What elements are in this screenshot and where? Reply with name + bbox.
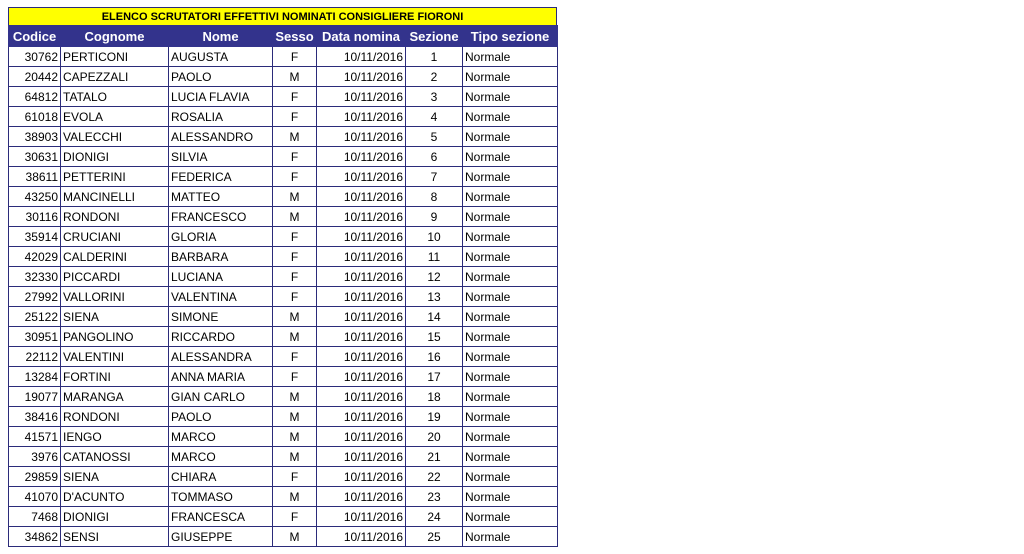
cell-sezione: 20 [406, 427, 463, 447]
cell-cognome: SENSI [61, 527, 169, 547]
cell-sesso: F [273, 347, 317, 367]
cell-sesso: F [273, 107, 317, 127]
cell-data-nomina: 10/11/2016 [317, 107, 406, 127]
cell-codice: 20442 [9, 67, 61, 87]
cell-codice: 29859 [9, 467, 61, 487]
cell-cognome: SIENA [61, 467, 169, 487]
sheet-title: ELENCO SCRUTATORI EFFETTIVI NOMINATI CONSIGLIERE FIORONI [8, 7, 557, 25]
cell-cognome: PICCARDI [61, 267, 169, 287]
cell-codice: 43250 [9, 187, 61, 207]
cell-sesso: M [273, 487, 317, 507]
cell-nome: MARCO [169, 447, 273, 467]
table-row [9, 467, 558, 487]
cell-tipo-sezione: Normale [463, 67, 558, 87]
cell-nome: LUCIANA [169, 267, 273, 287]
cell-nome: VALENTINA [169, 287, 273, 307]
header-row [9, 26, 558, 47]
cell-sesso: F [273, 247, 317, 267]
cell-data-nomina: 10/11/2016 [317, 527, 406, 547]
table-row [9, 327, 558, 347]
cell-sesso: M [273, 207, 317, 227]
cell-sezione: 2 [406, 67, 463, 87]
cell-tipo-sezione: Normale [463, 407, 558, 427]
header-cognome: Cognome [61, 26, 169, 47]
table-row [9, 367, 558, 387]
table-row [9, 127, 558, 147]
cell-cognome: EVOLA [61, 107, 169, 127]
cell-cognome: MANCINELLI [61, 187, 169, 207]
cell-data-nomina: 10/11/2016 [317, 407, 406, 427]
cell-tipo-sezione: Normale [463, 467, 558, 487]
cell-sesso: M [273, 327, 317, 347]
cell-data-nomina: 10/11/2016 [317, 227, 406, 247]
header-nome: Nome [169, 26, 273, 47]
cell-sezione: 18 [406, 387, 463, 407]
table-row [9, 247, 558, 267]
cell-codice: 22112 [9, 347, 61, 367]
cell-cognome: VALENTINI [61, 347, 169, 367]
table-row [9, 107, 558, 127]
cell-nome: FRANCESCA [169, 507, 273, 527]
cell-nome: BARBARA [169, 247, 273, 267]
cell-codice: 35914 [9, 227, 61, 247]
cell-codice: 38416 [9, 407, 61, 427]
cell-data-nomina: 10/11/2016 [317, 67, 406, 87]
cell-cognome: MARANGA [61, 387, 169, 407]
cell-sezione: 14 [406, 307, 463, 327]
cell-nome: PAOLO [169, 67, 273, 87]
cell-tipo-sezione: Normale [463, 147, 558, 167]
cell-sesso: F [273, 47, 317, 67]
table-row [9, 167, 558, 187]
cell-codice: 19077 [9, 387, 61, 407]
cell-tipo-sezione: Normale [463, 207, 558, 227]
cell-sezione: 1 [406, 47, 463, 67]
cell-sesso: F [273, 147, 317, 167]
cell-data-nomina: 10/11/2016 [317, 307, 406, 327]
cell-sesso: M [273, 527, 317, 547]
cell-tipo-sezione: Normale [463, 247, 558, 267]
cell-sezione: 17 [406, 367, 463, 387]
cell-tipo-sezione: Normale [463, 47, 558, 67]
cell-tipo-sezione: Normale [463, 187, 558, 207]
table-row [9, 527, 558, 547]
cell-cognome: IENGO [61, 427, 169, 447]
cell-nome: ROSALIA [169, 107, 273, 127]
cell-sezione: 10 [406, 227, 463, 247]
cell-data-nomina: 10/11/2016 [317, 87, 406, 107]
cell-sesso: F [273, 227, 317, 247]
cell-nome: ALESSANDRA [169, 347, 273, 367]
cell-data-nomina: 10/11/2016 [317, 167, 406, 187]
table-row [9, 287, 558, 307]
scrutatori-sheet [8, 7, 557, 547]
cell-tipo-sezione: Normale [463, 487, 558, 507]
cell-codice: 34862 [9, 527, 61, 547]
cell-tipo-sezione: Normale [463, 227, 558, 247]
cell-nome: GIAN CARLO [169, 387, 273, 407]
cell-codice: 30116 [9, 207, 61, 227]
cell-nome: GLORIA [169, 227, 273, 247]
cell-tipo-sezione: Normale [463, 347, 558, 367]
cell-tipo-sezione: Normale [463, 527, 558, 547]
cell-nome: ALESSANDRO [169, 127, 273, 147]
cell-sesso: M [273, 427, 317, 447]
cell-tipo-sezione: Normale [463, 107, 558, 127]
cell-data-nomina: 10/11/2016 [317, 347, 406, 367]
cell-tipo-sezione: Normale [463, 267, 558, 287]
cell-tipo-sezione: Normale [463, 287, 558, 307]
cell-tipo-sezione: Normale [463, 427, 558, 447]
cell-sesso: F [273, 287, 317, 307]
cell-tipo-sezione: Normale [463, 327, 558, 347]
cell-nome: LUCIA FLAVIA [169, 87, 273, 107]
cell-codice: 30631 [9, 147, 61, 167]
header-data-nomina: Data nomina [317, 26, 406, 47]
cell-data-nomina: 10/11/2016 [317, 507, 406, 527]
cell-sezione: 6 [406, 147, 463, 167]
table-row [9, 207, 558, 227]
cell-nome: CHIARA [169, 467, 273, 487]
cell-sezione: 8 [406, 187, 463, 207]
cell-cognome: TATALO [61, 87, 169, 107]
cell-codice: 30762 [9, 47, 61, 67]
table-row [9, 507, 558, 527]
cell-sezione: 24 [406, 507, 463, 527]
cell-tipo-sezione: Normale [463, 87, 558, 107]
table-row [9, 347, 558, 367]
cell-data-nomina: 10/11/2016 [317, 247, 406, 267]
cell-codice: 41571 [9, 427, 61, 447]
table-row [9, 267, 558, 287]
cell-cognome: DIONIGI [61, 507, 169, 527]
cell-cognome: D'ACUNTO [61, 487, 169, 507]
cell-codice: 30951 [9, 327, 61, 347]
table-row [9, 147, 558, 167]
cell-nome: SILVIA [169, 147, 273, 167]
cell-codice: 25122 [9, 307, 61, 327]
cell-tipo-sezione: Normale [463, 127, 558, 147]
table-row [9, 67, 558, 87]
cell-nome: MATTEO [169, 187, 273, 207]
cell-data-nomina: 10/11/2016 [317, 287, 406, 307]
cell-sezione: 7 [406, 167, 463, 187]
cell-nome: MARCO [169, 427, 273, 447]
cell-data-nomina: 10/11/2016 [317, 207, 406, 227]
cell-data-nomina: 10/11/2016 [317, 187, 406, 207]
cell-cognome: CAPEZZALI [61, 67, 169, 87]
table-row [9, 427, 558, 447]
table-row [9, 47, 558, 67]
cell-sezione: 21 [406, 447, 463, 467]
cell-codice: 61018 [9, 107, 61, 127]
cell-tipo-sezione: Normale [463, 387, 558, 407]
cell-nome: TOMMASO [169, 487, 273, 507]
cell-codice: 32330 [9, 267, 61, 287]
cell-cognome: VALECCHI [61, 127, 169, 147]
cell-tipo-sezione: Normale [463, 447, 558, 467]
cell-nome: GIUSEPPE [169, 527, 273, 547]
cell-nome: FRANCESCO [169, 207, 273, 227]
cell-codice: 41070 [9, 487, 61, 507]
cell-sezione: 5 [406, 127, 463, 147]
cell-data-nomina: 10/11/2016 [317, 467, 406, 487]
cell-codice: 13284 [9, 367, 61, 387]
cell-sesso: M [273, 307, 317, 327]
table-row [9, 227, 558, 247]
cell-data-nomina: 10/11/2016 [317, 267, 406, 287]
scrutatori-table [8, 25, 558, 547]
cell-sesso: F [273, 267, 317, 287]
cell-sesso: F [273, 87, 317, 107]
cell-nome: AUGUSTA [169, 47, 273, 67]
table-row [9, 447, 558, 467]
cell-codice: 27992 [9, 287, 61, 307]
cell-data-nomina: 10/11/2016 [317, 127, 406, 147]
cell-data-nomina: 10/11/2016 [317, 447, 406, 467]
cell-cognome: CALDERINI [61, 247, 169, 267]
cell-cognome: CRUCIANI [61, 227, 169, 247]
cell-cognome: RONDONI [61, 207, 169, 227]
cell-codice: 3976 [9, 447, 61, 467]
cell-sesso: F [273, 167, 317, 187]
cell-nome: PAOLO [169, 407, 273, 427]
cell-nome: ANNA MARIA [169, 367, 273, 387]
cell-nome: SIMONE [169, 307, 273, 327]
cell-cognome: SIENA [61, 307, 169, 327]
cell-cognome: PANGOLINO [61, 327, 169, 347]
cell-tipo-sezione: Normale [463, 507, 558, 527]
cell-sezione: 12 [406, 267, 463, 287]
cell-codice: 38611 [9, 167, 61, 187]
cell-sesso: F [273, 367, 317, 387]
table-row [9, 187, 558, 207]
cell-sezione: 3 [406, 87, 463, 107]
table-row [9, 307, 558, 327]
cell-tipo-sezione: Normale [463, 307, 558, 327]
cell-sezione: 16 [406, 347, 463, 367]
cell-sesso: F [273, 467, 317, 487]
cell-cognome: FORTINI [61, 367, 169, 387]
cell-sesso: F [273, 507, 317, 527]
header-sesso: Sesso [273, 26, 317, 47]
table-row [9, 87, 558, 107]
cell-data-nomina: 10/11/2016 [317, 47, 406, 67]
cell-cognome: DIONIGI [61, 147, 169, 167]
cell-sezione: 4 [406, 107, 463, 127]
cell-sezione: 22 [406, 467, 463, 487]
cell-sezione: 13 [406, 287, 463, 307]
cell-sesso: M [273, 447, 317, 467]
cell-codice: 7468 [9, 507, 61, 527]
table-row [9, 407, 558, 427]
cell-data-nomina: 10/11/2016 [317, 487, 406, 507]
table-row [9, 387, 558, 407]
cell-sezione: 19 [406, 407, 463, 427]
cell-sezione: 9 [406, 207, 463, 227]
cell-nome: FEDERICA [169, 167, 273, 187]
cell-sesso: M [273, 127, 317, 147]
header-sezione: Sezione [406, 26, 463, 47]
cell-data-nomina: 10/11/2016 [317, 427, 406, 447]
cell-cognome: CATANOSSI [61, 447, 169, 467]
cell-cognome: PETTERINI [61, 167, 169, 187]
header-tipo-sezione: Tipo sezione [463, 26, 558, 47]
cell-cognome: RONDONI [61, 407, 169, 427]
table-row [9, 487, 558, 507]
cell-cognome: PERTICONI [61, 47, 169, 67]
header-codice: Codice [9, 26, 61, 47]
cell-nome: RICCARDO [169, 327, 273, 347]
cell-tipo-sezione: Normale [463, 167, 558, 187]
cell-sezione: 11 [406, 247, 463, 267]
cell-tipo-sezione: Normale [463, 367, 558, 387]
cell-data-nomina: 10/11/2016 [317, 367, 406, 387]
cell-codice: 38903 [9, 127, 61, 147]
cell-data-nomina: 10/11/2016 [317, 147, 406, 167]
cell-sezione: 23 [406, 487, 463, 507]
cell-sezione: 25 [406, 527, 463, 547]
cell-sesso: M [273, 407, 317, 427]
cell-codice: 42029 [9, 247, 61, 267]
cell-data-nomina: 10/11/2016 [317, 327, 406, 347]
cell-sesso: M [273, 387, 317, 407]
cell-sesso: M [273, 187, 317, 207]
cell-sezione: 15 [406, 327, 463, 347]
cell-cognome: VALLORINI [61, 287, 169, 307]
cell-sesso: M [273, 67, 317, 87]
cell-data-nomina: 10/11/2016 [317, 387, 406, 407]
cell-codice: 64812 [9, 87, 61, 107]
